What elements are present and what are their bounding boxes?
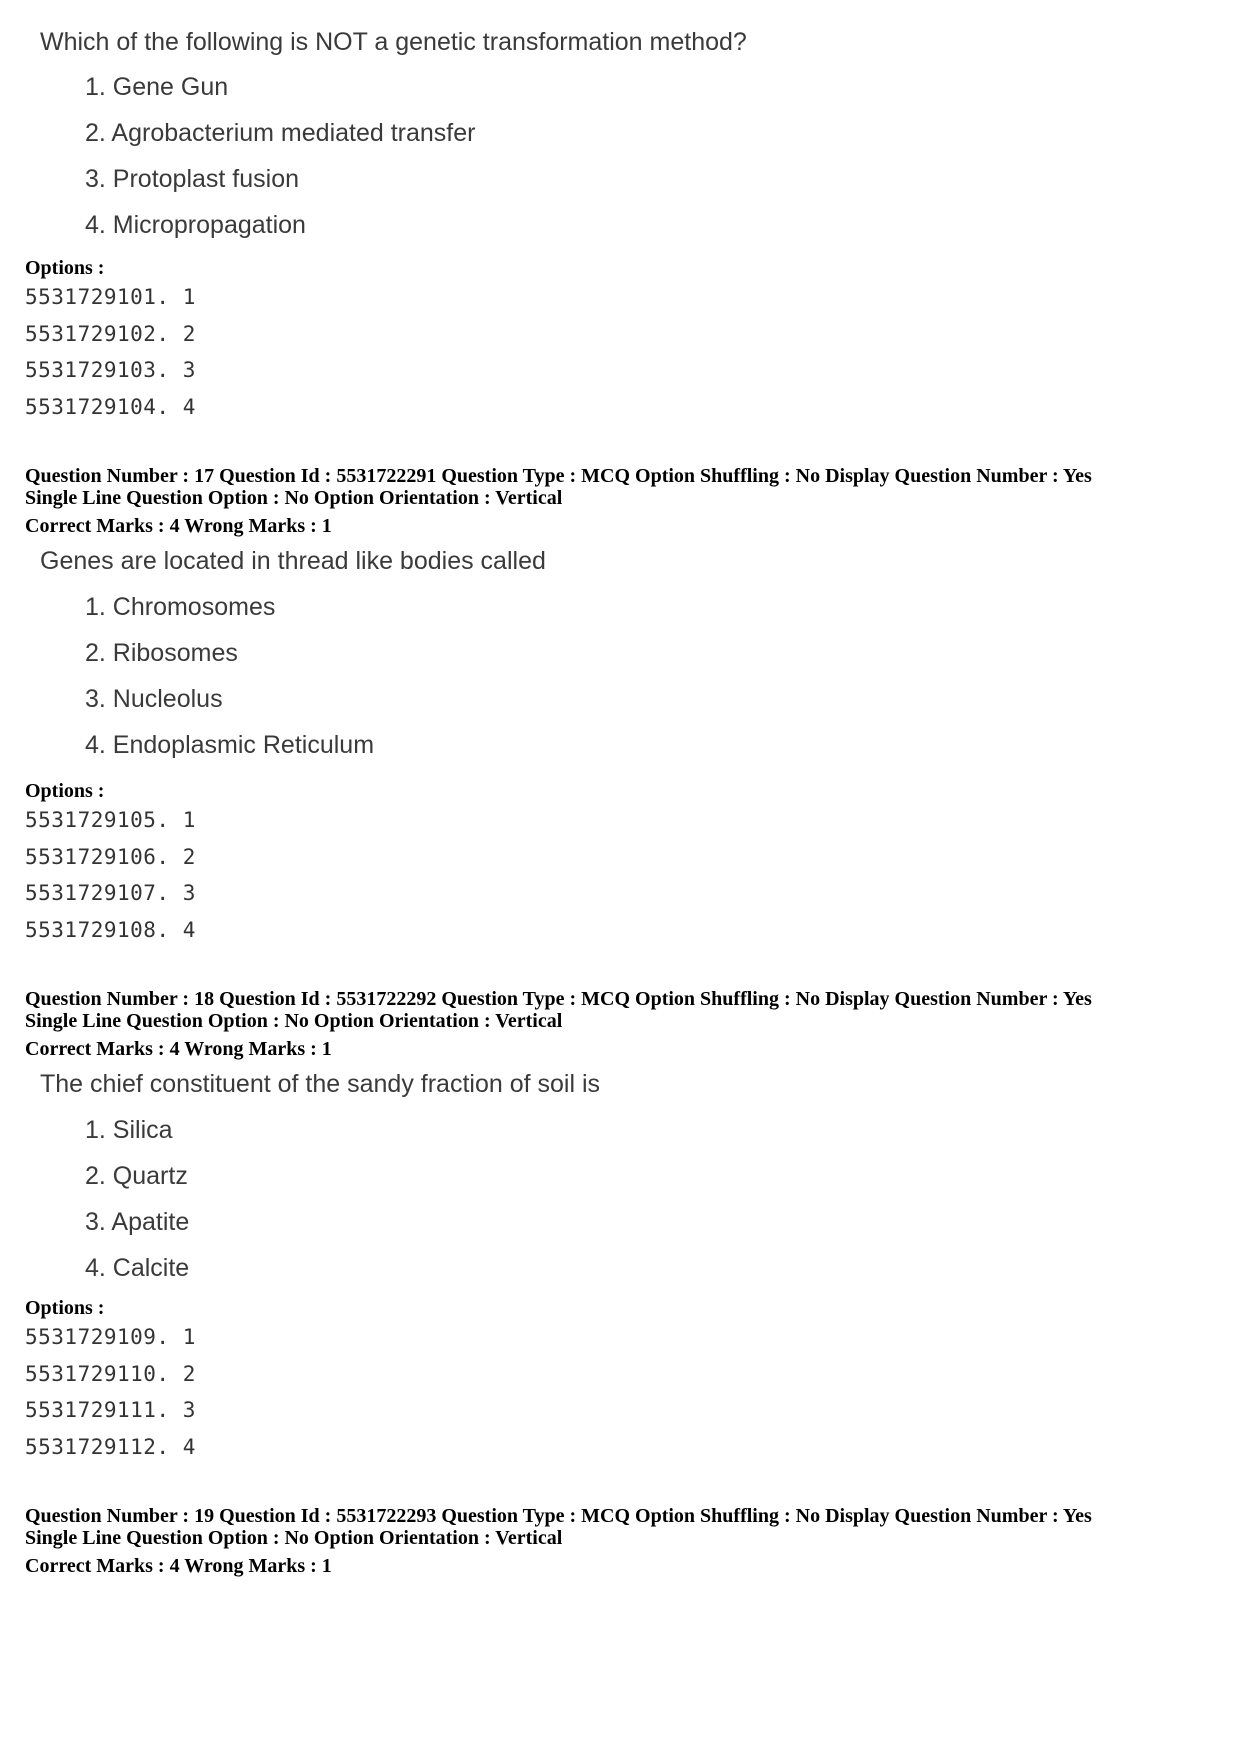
choice-item: 3. Nucleolus <box>85 685 223 713</box>
question-meta-line2: Single Line Question Option : No Option Orientation : Vertical <box>25 1010 563 1032</box>
option-id: 5531729111. 3 <box>25 1398 196 1422</box>
choice-item: 4. Endoplasmic Reticulum <box>85 731 375 759</box>
option-id: 5531729105. 1 <box>25 808 196 832</box>
question-stem: The chief constituent of the sandy fraction of soil is <box>40 1070 601 1098</box>
option-id: 5531729110. 2 <box>25 1362 196 1386</box>
choice-item: 1. Gene Gun <box>85 73 229 101</box>
question-meta-line2: Single Line Question Option : No Option Orientation : Vertical <box>25 1527 563 1549</box>
choice-item: 1. Chromosomes <box>85 593 276 621</box>
question-meta-line1: Question Number : 19 Question Id : 5531722293 Question Type : MCQ Option Shuffling : No Display Question Number : Yes <box>25 1505 1092 1527</box>
choice-item: 4. Calcite <box>85 1254 190 1282</box>
option-id: 5531729112. 4 <box>25 1435 196 1459</box>
question-stem: Which of the following is NOT a genetic transformation method? <box>40 28 747 56</box>
option-id: 5531729107. 3 <box>25 881 196 905</box>
choice-item: 1. Silica <box>85 1116 173 1144</box>
options-label: Options : <box>25 257 105 279</box>
choice-item: 3. Apatite <box>85 1208 190 1236</box>
options-label: Options : <box>25 1297 105 1319</box>
choice-item: 2. Agrobacterium mediated transfer <box>85 119 476 147</box>
option-id: 5531729101. 1 <box>25 285 196 309</box>
question-marks: Correct Marks : 4 Wrong Marks : 1 <box>25 515 332 537</box>
question-marks: Correct Marks : 4 Wrong Marks : 1 <box>25 1038 332 1060</box>
question-stem: Genes are located in thread like bodies called <box>40 547 546 575</box>
question-meta-line2: Single Line Question Option : No Option Orientation : Vertical <box>25 487 563 509</box>
choice-item: 2. Quartz <box>85 1162 188 1190</box>
choice-item: 3. Protoplast fusion <box>85 165 300 193</box>
question-meta-line1: Question Number : 17 Question Id : 5531722291 Question Type : MCQ Option Shuffling : No Display Question Number : Yes <box>25 465 1092 487</box>
options-label: Options : <box>25 780 105 802</box>
option-id: 5531729109. 1 <box>25 1325 196 1349</box>
choice-item: 2. Ribosomes <box>85 639 238 667</box>
question-meta-line1: Question Number : 18 Question Id : 5531722292 Question Type : MCQ Option Shuffling : No Display Question Number : Yes <box>25 988 1092 1010</box>
question-marks: Correct Marks : 4 Wrong Marks : 1 <box>25 1555 332 1577</box>
option-id: 5531729102. 2 <box>25 322 196 346</box>
option-id: 5531729108. 4 <box>25 918 196 942</box>
option-id: 5531729106. 2 <box>25 845 196 869</box>
option-id: 5531729104. 4 <box>25 395 196 419</box>
option-id: 5531729103. 3 <box>25 358 196 382</box>
choice-item: 4. Micropropagation <box>85 211 306 239</box>
